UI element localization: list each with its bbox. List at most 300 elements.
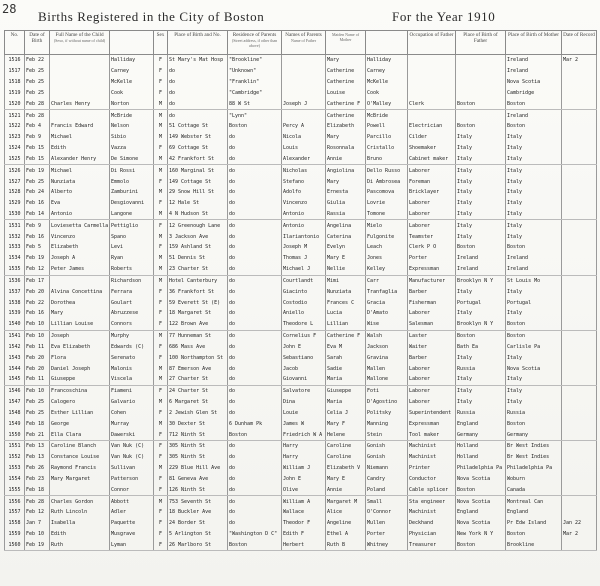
birth-date: Feb 20 xyxy=(25,352,50,363)
father-birthplace: Italy xyxy=(456,385,506,396)
entry-number: 1539 xyxy=(5,308,25,319)
sex: M xyxy=(154,264,168,275)
mother-given-name: Mary xyxy=(326,176,366,187)
register-row xyxy=(5,231,597,242)
sex: M xyxy=(154,253,168,264)
father-occupation: Physician xyxy=(408,529,456,540)
father-birthplace: Brooklyn N Y xyxy=(456,275,506,286)
father-occupation: Fisherman xyxy=(408,297,456,308)
register-row xyxy=(5,87,597,98)
register-row xyxy=(5,264,597,275)
birth-place: 27 Charter St xyxy=(168,374,228,385)
birth-date: Feb 12 xyxy=(25,507,50,518)
entry-number: 1536 xyxy=(5,275,25,286)
father-name: Theodore L xyxy=(282,319,326,330)
register-row xyxy=(5,253,597,264)
mother-birthplace: Ireland xyxy=(506,264,562,275)
birth-date: Feb 19 xyxy=(25,539,50,550)
birth-place: 42 Frankfort St xyxy=(168,153,228,164)
father-birthplace: Ireland xyxy=(456,264,506,275)
parents-residence: do xyxy=(228,330,282,341)
entry-number: 1555 xyxy=(5,484,25,495)
record-date: Jan 22 xyxy=(562,518,597,529)
birth-place: do xyxy=(168,87,228,98)
father-name: Louis xyxy=(282,143,326,154)
register-row xyxy=(5,308,597,319)
entry-number: 1542 xyxy=(5,342,25,353)
father-occupation: Barber xyxy=(408,286,456,297)
birth-date: Feb 28 xyxy=(25,98,50,109)
column-header-label: Occupation of Father xyxy=(409,32,454,38)
father-birthplace xyxy=(456,55,506,66)
mother-birthplace: Nova Scotia xyxy=(506,363,562,374)
mother-given-name: Elizabeth xyxy=(326,121,366,132)
mother-maiden-name: Gracia xyxy=(366,297,408,308)
parents-residence: do xyxy=(228,484,282,495)
father-occupation: Cilder xyxy=(408,132,456,143)
column-header-sublabel: (Street address, if other than above) xyxy=(231,38,278,48)
birth-place: 51 Cottage St xyxy=(168,121,228,132)
child-surname: Ryan xyxy=(110,253,154,264)
entry-number: 1517 xyxy=(5,66,25,77)
child-surname: Musgrave xyxy=(110,529,154,540)
register-row xyxy=(5,121,597,132)
entry-number: 1554 xyxy=(5,473,25,484)
father-birthplace: Bath Ea xyxy=(456,342,506,353)
record-date xyxy=(562,463,597,474)
father-occupation: Laborer xyxy=(408,397,456,408)
register-title: Births Registered in the City of Boston xyxy=(38,9,265,24)
child-given-names: Lillian Louise xyxy=(50,319,110,330)
record-date xyxy=(562,440,597,451)
father-birthplace: Philadelphia Pa xyxy=(456,463,506,474)
mother-given-name: Sarah xyxy=(326,352,366,363)
column-header-label: Full Name of the Child xyxy=(55,32,104,38)
birth-register-table xyxy=(4,30,597,551)
birth-place: 26 Marlboro St xyxy=(168,539,228,550)
mother-maiden-name: Bruno xyxy=(366,153,408,164)
register-row xyxy=(5,397,597,408)
birth-date: Feb 11 xyxy=(25,374,50,385)
mother-maiden-name: Mallen xyxy=(366,363,408,374)
birth-date: Feb 16 xyxy=(25,198,50,209)
father-name: Cornelius F xyxy=(282,330,326,341)
entry-number: 1541 xyxy=(5,330,25,341)
father-name: Salvatore xyxy=(282,385,326,396)
register-row xyxy=(5,363,597,374)
birth-date: Feb 10 xyxy=(25,330,50,341)
record-date xyxy=(562,187,597,198)
column-header xyxy=(168,31,228,55)
register-row xyxy=(5,187,597,198)
record-date xyxy=(562,452,597,463)
mother-maiden-name: Tomone xyxy=(366,209,408,220)
sex: M xyxy=(154,153,168,164)
parents-residence: do xyxy=(228,220,282,231)
column-header xyxy=(50,31,110,55)
father-name: Louie xyxy=(282,408,326,419)
entry-number: 1547 xyxy=(5,397,25,408)
mother-birthplace: Ireland xyxy=(506,66,562,77)
parents-residence: do xyxy=(228,297,282,308)
father-occupation: Conductor xyxy=(408,473,456,484)
entry-number: 1530 xyxy=(5,209,25,220)
entry-number: 1518 xyxy=(5,77,25,88)
parents-residence: do xyxy=(228,397,282,408)
father-birthplace: Italy xyxy=(456,374,506,385)
entry-number: 1557 xyxy=(5,507,25,518)
sex: F xyxy=(154,87,168,98)
parents-residence: do xyxy=(228,463,282,474)
entry-number: 1531 xyxy=(5,220,25,231)
mother-maiden-name: Cristallo xyxy=(366,143,408,154)
column-header-label: Sex xyxy=(156,32,165,38)
mother-given-name: Caroline xyxy=(326,440,366,451)
sex: F xyxy=(154,220,168,231)
child-given-names: Giuseppe xyxy=(50,374,110,385)
birth-place: 51 Dennis St xyxy=(168,253,228,264)
birth-date: Feb 13 xyxy=(25,452,50,463)
child-surname: Van Nuk (C) xyxy=(110,440,154,451)
father-birthplace: Italy xyxy=(456,143,506,154)
column-header xyxy=(228,31,282,55)
parents-residence: do xyxy=(228,308,282,319)
father-occupation: Cabinet maker xyxy=(408,153,456,164)
record-date xyxy=(562,342,597,353)
birth-date: Feb 25 xyxy=(25,176,50,187)
mother-maiden-name: Lovrie xyxy=(366,198,408,209)
record-date xyxy=(562,253,597,264)
child-surname: Patterson xyxy=(110,473,154,484)
birth-place: do xyxy=(168,98,228,109)
birth-date: Feb 18 xyxy=(25,484,50,495)
mother-given-name: Louise xyxy=(326,87,366,98)
birth-place: 149 Cottage St xyxy=(168,176,228,187)
father-occupation: Barber xyxy=(408,352,456,363)
birth-place: 23 Charter St xyxy=(168,264,228,275)
sex: F xyxy=(154,440,168,451)
father-name: Giovanni xyxy=(282,374,326,385)
father-occupation: Clerk P O xyxy=(408,242,456,253)
birth-place: 305 Ninth St xyxy=(168,440,228,451)
child-given-names: Elizabeth xyxy=(50,242,110,253)
mother-maiden-name: Politsky xyxy=(366,408,408,419)
entry-number: 1553 xyxy=(5,463,25,474)
child-given-names: Francoschina xyxy=(50,385,110,396)
register-row xyxy=(5,374,597,385)
mother-birthplace: Italy xyxy=(506,176,562,187)
mother-birthplace: Cambridge xyxy=(506,87,562,98)
column-header-label: Place of Birth of Mother xyxy=(508,32,559,38)
mother-given-name: Caroline xyxy=(326,452,366,463)
entry-number: 1546 xyxy=(5,385,25,396)
mother-birthplace: Ireland xyxy=(506,55,562,66)
sex: M xyxy=(154,275,168,286)
father-occupation: Electrician xyxy=(408,121,456,132)
register-row xyxy=(5,452,597,463)
father-occupation: Clerk xyxy=(408,98,456,109)
father-occupation: Laborer xyxy=(408,198,456,209)
father-birthplace: Italy xyxy=(456,352,506,363)
child-surname: Zamburini xyxy=(110,187,154,198)
register-row xyxy=(5,143,597,154)
sex: F xyxy=(154,308,168,319)
father-name: Herbert xyxy=(282,539,326,550)
birth-date: Feb 21 xyxy=(25,429,50,440)
father-occupation: Machinist xyxy=(408,507,456,518)
mother-given-name: Catherine xyxy=(326,66,366,77)
mother-birthplace: Italy xyxy=(506,198,562,209)
child-given-names xyxy=(50,110,110,121)
mother-given-name: Mary E xyxy=(326,253,366,264)
father-occupation: Foreman xyxy=(408,176,456,187)
father-birthplace: Boston xyxy=(456,242,506,253)
father-birthplace: Italy xyxy=(456,220,506,231)
child-surname: Murphy xyxy=(110,330,154,341)
register-rows xyxy=(5,55,597,551)
mother-birthplace: Boston xyxy=(506,98,562,109)
record-date xyxy=(562,87,597,98)
child-surname: Spano xyxy=(110,231,154,242)
birth-place: do xyxy=(168,110,228,121)
father-occupation: Laborer xyxy=(408,220,456,231)
mother-birthplace: Br West Indies xyxy=(506,440,562,451)
child-surname: Sibio xyxy=(110,132,154,143)
birth-date: Feb 9 xyxy=(25,132,50,143)
parents-residence: "Washington D C" xyxy=(228,529,282,540)
child-surname: Paquette xyxy=(110,518,154,529)
record-date xyxy=(562,143,597,154)
parents-residence: do xyxy=(228,165,282,176)
sex: M xyxy=(154,110,168,121)
birth-place: 69 Cottage St xyxy=(168,143,228,154)
birth-place: 160 Marginal St xyxy=(168,165,228,176)
sex: M xyxy=(154,121,168,132)
birth-date: Feb 9 xyxy=(25,220,50,231)
father-name: Ilariantonio xyxy=(282,231,326,242)
father-name: Nicola xyxy=(282,132,326,143)
father-occupation: Salesman xyxy=(408,319,456,330)
father-birthplace: Boston xyxy=(456,121,506,132)
mother-given-name: Catherine F xyxy=(326,98,366,109)
parents-residence: Boston xyxy=(228,539,282,550)
father-birthplace xyxy=(456,66,506,77)
entry-number: 1516 xyxy=(5,55,25,66)
record-date xyxy=(562,242,597,253)
birth-date: Feb 19 xyxy=(25,253,50,264)
register-row xyxy=(5,463,597,474)
mother-given-name: Giulia xyxy=(326,198,366,209)
record-date xyxy=(562,132,597,143)
father-birthplace: Boston xyxy=(456,484,506,495)
sex: F xyxy=(154,286,168,297)
father-birthplace: Italy xyxy=(456,165,506,176)
father-birthplace: Italy xyxy=(456,198,506,209)
column-header xyxy=(25,31,50,55)
record-date xyxy=(562,385,597,396)
father-name: John E xyxy=(282,473,326,484)
birth-place: 36 Frankfort St xyxy=(168,286,228,297)
birth-place: 87 Emerson Ave xyxy=(168,363,228,374)
mother-birthplace: Italy xyxy=(506,220,562,231)
child-given-names: Caroline Blanch xyxy=(50,440,110,451)
mother-maiden-name: D'Amato xyxy=(366,308,408,319)
register-row xyxy=(5,518,597,529)
child-surname: Connor xyxy=(110,484,154,495)
birth-place: Hotel Canterbury xyxy=(168,275,228,286)
mother-birthplace: Boston xyxy=(506,242,562,253)
sex: M xyxy=(154,397,168,408)
mother-given-name: Mary E xyxy=(326,473,366,484)
register-row xyxy=(5,385,597,396)
column-header xyxy=(326,31,366,55)
mother-maiden-name: Gonish xyxy=(366,452,408,463)
father-name: Thomas J xyxy=(282,253,326,264)
father-occupation: Expressman xyxy=(408,418,456,429)
record-date xyxy=(562,473,597,484)
father-name: Costodio xyxy=(282,297,326,308)
mother-given-name: Ruth B xyxy=(326,539,366,550)
father-name: Harry xyxy=(282,440,326,451)
father-birthplace: Boston xyxy=(456,330,506,341)
child-surname: Emmolo xyxy=(110,176,154,187)
birth-date: Feb 26 xyxy=(25,463,50,474)
mother-given-name: Catherine xyxy=(326,110,366,121)
birth-date: Feb 25 xyxy=(25,87,50,98)
mother-birthplace: Italy xyxy=(506,187,562,198)
entry-number: 1528 xyxy=(5,187,25,198)
mother-birthplace: Italy xyxy=(506,209,562,220)
register-row xyxy=(5,429,597,440)
register-row xyxy=(5,352,597,363)
mother-maiden-name: Leach xyxy=(366,242,408,253)
record-date xyxy=(562,220,597,231)
birth-date: Feb 22 xyxy=(25,55,50,66)
column-header-label: Place of Birth of Father xyxy=(463,32,498,44)
register-row xyxy=(5,275,597,286)
birth-place: 81 Geneva Ave xyxy=(168,473,228,484)
mother-given-name: Caterina xyxy=(326,231,366,242)
sex: F xyxy=(154,242,168,253)
column-header xyxy=(408,31,456,55)
parents-residence: "Brookline" xyxy=(228,55,282,66)
father-name: Giacinto xyxy=(282,286,326,297)
father-occupation: Laborer xyxy=(408,308,456,319)
parents-residence: do xyxy=(228,496,282,507)
mother-given-name: Lucia xyxy=(326,308,366,319)
mother-maiden-name: Pascomova xyxy=(366,187,408,198)
sex: F xyxy=(154,408,168,419)
record-date xyxy=(562,98,597,109)
mother-given-name: Rosonnala xyxy=(326,143,366,154)
parents-residence: do xyxy=(228,342,282,353)
child-surname: Van Nuk (C) xyxy=(110,452,154,463)
father-birthplace: Italy xyxy=(456,397,506,408)
birth-date: Feb 19 xyxy=(25,165,50,176)
record-date xyxy=(562,209,597,220)
register-row xyxy=(5,440,597,451)
register-row xyxy=(5,132,597,143)
entry-number: 1521 xyxy=(5,110,25,121)
entry-number: 1526 xyxy=(5,165,25,176)
birth-date: Feb 20 xyxy=(25,286,50,297)
record-date: Mar 2 xyxy=(562,529,597,540)
child-surname: Viscela xyxy=(110,374,154,385)
father-name: Aniello xyxy=(282,308,326,319)
sex: M xyxy=(154,374,168,385)
sex: M xyxy=(154,330,168,341)
register-row xyxy=(5,342,597,353)
birth-place: 4 N Hudson St xyxy=(168,209,228,220)
child-given-names: Mary Margaret xyxy=(50,473,110,484)
father-name: William J xyxy=(282,463,326,474)
column-header xyxy=(506,31,562,55)
birth-date: Feb 15 xyxy=(25,143,50,154)
sex: M xyxy=(154,463,168,474)
child-given-names: Vincenzo xyxy=(50,231,110,242)
birth-place: 5 Arlington St xyxy=(168,529,228,540)
mother-maiden-name: Small xyxy=(366,496,408,507)
mother-maiden-name: Mielo xyxy=(366,220,408,231)
child-given-names: Nunziata xyxy=(50,176,110,187)
entry-number: 1533 xyxy=(5,242,25,253)
child-surname: McBride xyxy=(110,110,154,121)
entry-number: 1545 xyxy=(5,374,25,385)
mother-given-name: Helene xyxy=(326,429,366,440)
birth-place: 77 Hunneman St xyxy=(168,330,228,341)
birth-place: 126 Ninth St xyxy=(168,484,228,495)
father-birthplace xyxy=(456,77,506,88)
sex: F xyxy=(154,529,168,540)
child-given-names: Edith xyxy=(50,529,110,540)
father-occupation: Laborer xyxy=(408,374,456,385)
child-given-names: Calogero xyxy=(50,397,110,408)
father-occupation: Machinist xyxy=(408,440,456,451)
mother-birthplace: Italy xyxy=(506,286,562,297)
child-given-names: Alvina Concettina xyxy=(50,286,110,297)
column-header-label: Names of Parents xyxy=(285,32,322,38)
entry-number: 1527 xyxy=(5,176,25,187)
mother-maiden-name: Carney xyxy=(366,66,408,77)
register-row xyxy=(5,110,597,121)
mother-birthplace: England xyxy=(506,507,562,518)
child-given-names: Constance Louise xyxy=(50,452,110,463)
child-given-names: Edith xyxy=(50,143,110,154)
sex: M xyxy=(154,496,168,507)
father-birthplace: Brooklyn N Y xyxy=(456,319,506,330)
child-given-names: Mary xyxy=(50,308,110,319)
father-name: John E xyxy=(282,342,326,353)
mother-birthplace: Boston xyxy=(506,330,562,341)
register-row xyxy=(5,496,597,507)
mother-maiden-name: Jackson xyxy=(366,342,408,353)
father-occupation: Printer xyxy=(408,463,456,474)
parents-residence: do xyxy=(228,507,282,518)
child-given-names: Esther Lillian xyxy=(50,408,110,419)
register-row xyxy=(5,286,597,297)
child-surname: Norton xyxy=(110,98,154,109)
birth-date: Feb 17 xyxy=(25,275,50,286)
record-date xyxy=(562,121,597,132)
mother-given-name: Lillian xyxy=(326,319,366,330)
father-occupation: Tool maker xyxy=(408,429,456,440)
father-name: Antonio xyxy=(282,209,326,220)
record-date xyxy=(562,363,597,374)
mother-maiden-name: McKelle xyxy=(366,77,408,88)
mother-birthplace: Brookline xyxy=(506,539,562,550)
sex: F xyxy=(154,297,168,308)
parents-residence: do xyxy=(228,319,282,330)
